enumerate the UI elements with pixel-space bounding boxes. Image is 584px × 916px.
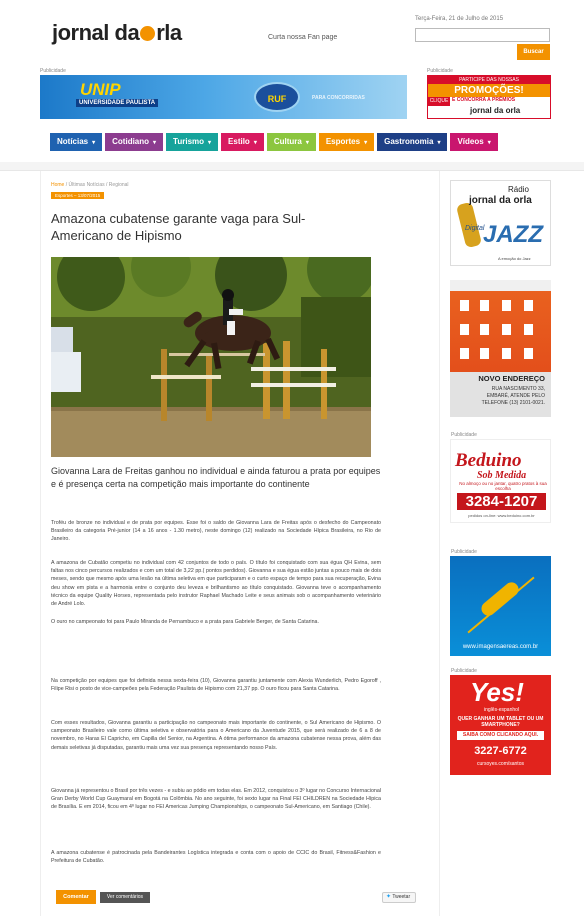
- unip-banner-ad[interactable]: [40, 75, 407, 119]
- aerial-images-ad[interactable]: [450, 556, 551, 656]
- promo-banner-ad[interactable]: [427, 75, 551, 119]
- radio-tagline: A emoção do Jazz: [498, 256, 531, 261]
- ad-label: Publicidade: [451, 432, 477, 438]
- article-paragraph: Na competição por equipes que foi definida nessa sexta-feira (10), Giovanna garantiu juntamente com Alexia Wunderlich, Pedro Egoroff , Filipe Risi o posto de vice-campeões pela Federação Paulista de Hipismo com 21,37 pp. O ouro ficou para Santa Catarina.: [51, 678, 381, 693]
- logo-text-left: jornal da: [52, 20, 140, 45]
- current-date: Terça-Feira, 21 de Julho de 2015: [415, 16, 504, 22]
- search-input[interactable]: [415, 28, 550, 42]
- article-headline: Amazona cubatense garante vaga para Sul-Americano de Hipismo: [51, 211, 306, 243]
- chevron-down-icon: ▾: [208, 140, 212, 146]
- ad-label: Publicidade: [40, 68, 66, 74]
- article-photo: [51, 257, 371, 457]
- article-lead: Giovanna Lara de Freitas ganhou no individual e ainda faturou a prata por equipes e é presença certa na competição mais importante do continente: [51, 466, 381, 489]
- header-divider: [0, 162, 584, 171]
- nav-item-cotidiano[interactable]: Cotidiano ▾: [105, 133, 163, 151]
- promo-line1: PARTICIPE DAS NOSSAS: [428, 76, 550, 84]
- ad-label: Publicidade: [451, 549, 477, 555]
- article-paragraph: A amazona cubatense é patrocinada pela Bandeirantes Logística integrada e conta com o apoio de CCIC do Brasil, Fitness&Fashion e Prefeitura de Cubatão.: [51, 850, 381, 865]
- promo-clique: CLIQUE: [429, 98, 449, 104]
- comment-button[interactable]: Comentar: [56, 890, 96, 904]
- yes-sub: inglês-espanhol: [484, 707, 520, 713]
- tweet-button[interactable]: ✦ Tweetar: [382, 892, 416, 903]
- search-button[interactable]: Buscar: [517, 44, 550, 60]
- twitter-bird-icon: ✦: [386, 894, 392, 900]
- nav-item-estilo[interactable]: Estilo ▾: [221, 133, 264, 151]
- fan-page-link[interactable]: Curta nossa Fan page: [268, 34, 338, 41]
- ruf-text: PARA CONCORRIDAS: [312, 95, 365, 101]
- site-logo[interactable]: [52, 20, 182, 46]
- ad-label: Publicidade: [427, 68, 453, 74]
- beduino-name: Beduino: [455, 450, 522, 471]
- nav-item-esportes[interactable]: Esportes ▾: [319, 133, 374, 151]
- nav-item-noticias[interactable]: Notícias ▾: [50, 133, 102, 151]
- address-line: TELEFONE (13) 2101-0021.: [481, 400, 545, 406]
- main-navigation: [50, 133, 498, 151]
- yes-cta: SAIBA COMO CLICANDO AQUI.: [457, 731, 544, 740]
- chevron-down-icon: ▾: [487, 140, 491, 146]
- beduino-ad[interactable]: [450, 439, 551, 523]
- logo-text-right: rla: [156, 20, 182, 45]
- beduino-phone: 3284-1207: [457, 493, 546, 510]
- unip-brand: UNIP: [80, 80, 121, 99]
- nav-item-videos[interactable]: Vídeos ▾: [450, 133, 497, 151]
- chevron-down-icon: ▾: [153, 140, 157, 146]
- nav-item-cultura[interactable]: Cultura ▾: [267, 133, 316, 151]
- yes-ad[interactable]: [450, 675, 551, 775]
- beduino-web: pedidos on-line: www.beduino.com.br: [468, 513, 535, 518]
- promo-line2: PROMOÇÕES!: [428, 84, 550, 97]
- promo-line3: E CONCORRA A PRÊMIOS: [452, 97, 516, 103]
- radio-label: Rádio: [508, 185, 529, 194]
- beduino-tagline: No almoço ou no jantar, quatro pratos à sua escolha: [459, 481, 547, 491]
- category-date-badge: Esportes – 13/07/2015: [51, 192, 104, 199]
- beduino-sub: Sob Medida: [477, 470, 527, 481]
- radio-logo: jornal da orla: [469, 195, 532, 206]
- address-line: RUA NASCIMENTO 33,: [491, 386, 545, 392]
- radio-jazz: JAZZ: [483, 221, 543, 248]
- chevron-down-icon: ▾: [364, 140, 368, 146]
- breadcrumb-home[interactable]: Home: [51, 182, 65, 188]
- unip-subtitle: UNIVERSIDADE PAULISTA: [76, 99, 158, 107]
- article-paragraph: A amazona de Cubatão competiu no individual com 42 conjuntos de todo o país. O título foi conquistado com sua égua QH Evina, sem faltas nos cinco percursos realizados e com um total de 3,22 pp.( pontos perdidos). Giovanna e sua égua estão juntas a pouco mais de dois meses, sendo que mesmo após uma lesão na última seletiva em que participaram e o curto espaço de tempo para sua recuperação, Evina deu show em pista e a harmonia entre o conjunto deu leveza e brilhantismo ao título conquistado. Giovanna teve o acompanhamento técnico da equipe Quality Horses, representada pelo instrutor Raphael Machado Leite e seus animais sob o acompanhamento veterinário de André Lolo.: [51, 560, 381, 608]
- article-paragraph: Troféu de bronze no individual e de prata por equipes. Esse foi o saldo de Giovanna Lara de Freitas após o desfecho do Campeonato Brasileiro da categoria Pré-junior (14 a 16 anos - 1.30 metro), neste domingo (12) realizado na Sociedade Hípica Brasileira, no Rio de Janeiro.: [51, 520, 381, 543]
- heli-web: www.imagensaereas.com.br: [462, 644, 539, 650]
- yes-question: QUER GANHAR UM TABLET OU UM SMARTPHONE?: [457, 716, 544, 728]
- article-paragraph: Giovanna já representou o Brasil por três vezes - e subiu ao pódio em todas elas. Em 2012, conquistou o 3º lugar no Concurso Internacional Gran Derby World Cup Guaymaral em Bogotá na Colômbia. No ano seguinte, foi sexto lugar na Final FEI CHILDREN na Sociedade Hípica de Brasília. E em 2014, ficou em 4º lugar no FEI Americas Jumping Championships, o campeonato Sul-Americano, em Santiago (Chile).: [51, 788, 381, 811]
- yes-phone: 3227-6772: [474, 745, 527, 757]
- chevron-down-icon: ▾: [437, 140, 441, 146]
- breadcrumb-path[interactable]: / Últimas Notícias / Regional: [64, 182, 129, 188]
- nav-item-turismo[interactable]: Turismo ▾: [166, 133, 218, 151]
- logo-orange-dot: [140, 26, 155, 41]
- address-title: NOVO ENDEREÇO: [478, 374, 545, 383]
- chevron-down-icon: ▾: [92, 140, 96, 146]
- nav-item-gastronomia[interactable]: Gastronomia ▾: [377, 133, 447, 151]
- ruf-logo: RUF: [254, 82, 300, 112]
- promo-line4: jornal da orla: [470, 106, 521, 115]
- show-jumping-photo: [51, 257, 371, 457]
- new-address-ad[interactable]: [450, 280, 551, 417]
- radio-jazz-ad[interactable]: [450, 180, 551, 266]
- radio-digital: Digital: [465, 225, 485, 232]
- breadcrumb: [51, 182, 129, 188]
- chevron-down-icon: ▾: [253, 140, 257, 146]
- site-header: [0, 0, 584, 162]
- article-container: [40, 171, 440, 916]
- ad-label: Publicidade: [451, 668, 477, 674]
- chevron-down-icon: ▾: [305, 140, 309, 146]
- view-comments-button[interactable]: Ver comentários: [100, 892, 150, 903]
- article-paragraph: Com esses resultados, Giovanna garantiu a participação no campeonato mais importante do continente, o Sul Americano de Hipismo. O campeonato Brasileiro vale como última seletiva e observatória para o Americano da Juventude 2015, que será realizado de 6 a 8 de novembro, no Haras El Capricho, em Capilla del Senior, na Argentina. A ótima performance da amazona cubatense nessa prova, além das demais seletivas já disputadas, garantiu mais uma vez sua presença representando nosso País.: [51, 720, 381, 751]
- address-line: EMBARÉ, ATENDE PELO: [486, 393, 545, 399]
- helicopter-icon: [479, 579, 522, 618]
- yes-web: cursoyes.com/santos: [477, 761, 524, 767]
- article-paragraph: O ouro no campeonato foi para Paulo Miranda de Pernambuco e a prata para Gabriele Berger, de Santa Catarina.: [51, 619, 319, 625]
- yes-brand: Yes!: [470, 677, 524, 707]
